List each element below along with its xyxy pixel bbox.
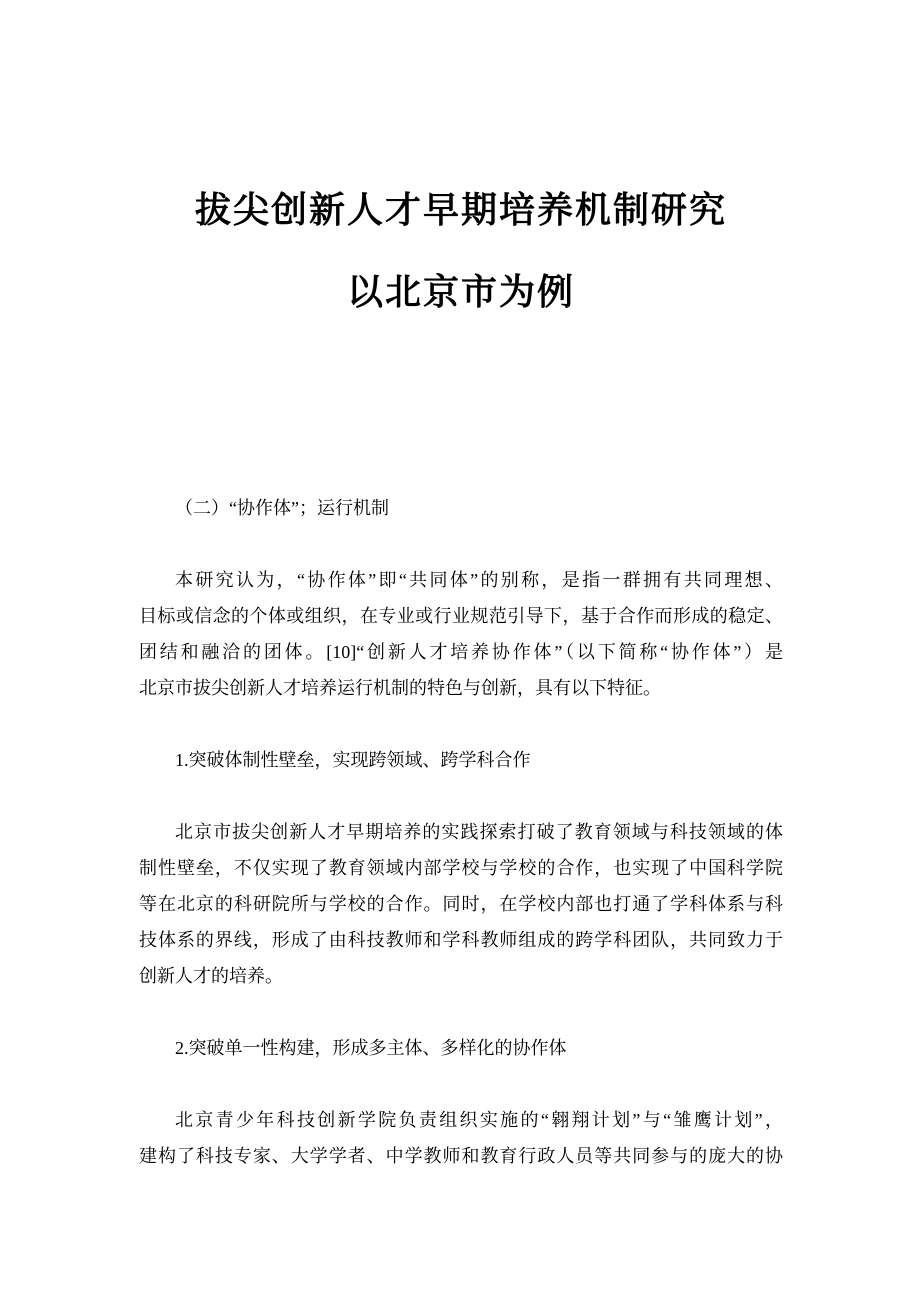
paragraph-line: 创新人才的培养。	[139, 966, 283, 986]
paragraph-line: 北京市拔尖创新人才早期培养的实践探索打破了教育领域与科技领域的体	[175, 822, 783, 842]
paragraph-line: 北京市拔尖创新人才培养运行机制的特色与创新，具有以下特征。	[139, 678, 661, 698]
paragraph-line: 团结和融洽的团体。[10]“创新人才培养协作体”（以下简称“协作体”）是	[139, 642, 783, 662]
paragraph-line: 北京青少年科技创新学院负责组织实施的“翱翔计划”与“雏鹰计划”，	[175, 1110, 783, 1130]
paragraph-1	[139, 562, 783, 706]
paragraph-line: 目标或信念的个体或组织，在专业或行业规范引导下，基于合作而形成的稳定、	[139, 606, 783, 626]
paragraph-line: 建构了科技专家、大学学者、中学教师和教育行政人员等共同参与的庞大的协	[139, 1146, 783, 1166]
paragraph-line: 本研究认为，“协作体”即“共同体”的别称，是指一群拥有共同理想、	[175, 570, 783, 590]
subheading-2: 2.突破单一性构建，形成多主体、多样化的协作体	[175, 1038, 567, 1058]
paragraph-line: 等在北京的科研院所与学校的合作。同时，在学校内部也打通了学科体系与科	[139, 894, 783, 914]
paragraph-2	[139, 814, 783, 994]
subheading-1: 1.突破体制性壁垒，实现跨领域、跨学科合作	[175, 750, 531, 770]
section-heading: （二）“协作体”；运行机制	[175, 498, 389, 518]
document-title-line2: 以北京市为例	[346, 272, 575, 312]
paragraph-3	[139, 1102, 783, 1174]
document-title-line1: 拔尖创新人才早期培养机制研究	[194, 190, 727, 230]
paragraph-line: 技体系的界线，形成了由科技教师和学科教师组成的跨学科团队，共同致力于	[139, 930, 783, 950]
paragraph-line: 制性壁垒，不仅实现了教育领域内部学校与学校的合作，也实现了中国科学院	[139, 858, 783, 878]
